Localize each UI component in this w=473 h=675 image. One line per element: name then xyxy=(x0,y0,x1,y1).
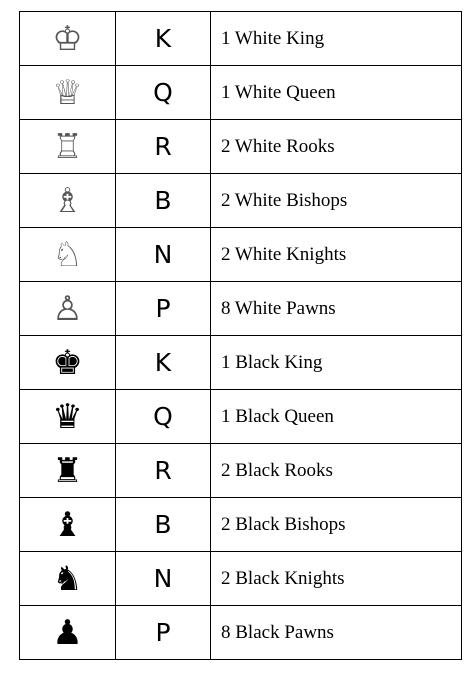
table-row xyxy=(20,606,462,660)
piece-icon-cell xyxy=(20,444,116,498)
piece-icon-cell xyxy=(20,66,116,120)
piece-description: 1 Black Queen xyxy=(211,390,462,444)
piece-icon-cell xyxy=(20,120,116,174)
piece-description: 1 White Queen xyxy=(211,66,462,120)
piece-letter: R xyxy=(116,120,211,174)
table-row xyxy=(20,228,462,282)
piece-icon-cell xyxy=(20,228,116,282)
table-row xyxy=(20,498,462,552)
piece-description: 1 White King xyxy=(211,12,462,66)
white-knight-icon: ♘ xyxy=(52,234,83,275)
piece-icon-cell xyxy=(20,390,116,444)
table-row xyxy=(20,282,462,336)
black-bishop-icon: ♝ xyxy=(52,504,83,545)
piece-icon-cell xyxy=(20,336,116,390)
piece-description: 1 Black King xyxy=(211,336,462,390)
black-queen-icon: ♛ xyxy=(52,396,83,437)
piece-icon-cell xyxy=(20,606,116,660)
table-row xyxy=(20,444,462,498)
piece-letter: N xyxy=(116,228,211,282)
piece-description: 8 White Pawns xyxy=(211,282,462,336)
piece-description: 2 Black Knights xyxy=(211,552,462,606)
piece-description: 2 White Bishops xyxy=(211,174,462,228)
chess-pieces-table xyxy=(19,11,462,660)
chess-pieces-table-body xyxy=(20,12,462,660)
piece-description: 2 Black Bishops xyxy=(211,498,462,552)
piece-icon-cell xyxy=(20,498,116,552)
piece-letter: P xyxy=(116,606,211,660)
white-bishop-icon: ♗ xyxy=(52,180,83,221)
piece-letter: K xyxy=(116,336,211,390)
piece-letter: P xyxy=(116,282,211,336)
table-row xyxy=(20,390,462,444)
white-king-icon: ♔ xyxy=(52,18,83,59)
table-row xyxy=(20,552,462,606)
piece-letter: Q xyxy=(116,390,211,444)
piece-icon-cell xyxy=(20,282,116,336)
table-row xyxy=(20,12,462,66)
table-row xyxy=(20,120,462,174)
black-rook-icon: ♜ xyxy=(52,450,83,491)
piece-letter: B xyxy=(116,174,211,228)
piece-description: 8 Black Pawns xyxy=(211,606,462,660)
piece-letter: R xyxy=(116,444,211,498)
piece-letter: Q xyxy=(116,66,211,120)
table-row xyxy=(20,336,462,390)
black-knight-icon: ♞ xyxy=(52,558,83,599)
piece-icon-cell xyxy=(20,174,116,228)
black-king-icon: ♚ xyxy=(52,342,83,383)
white-rook-icon: ♖ xyxy=(52,126,83,167)
white-pawn-icon: ♙ xyxy=(52,288,83,329)
table-row xyxy=(20,174,462,228)
white-queen-icon: ♕ xyxy=(52,72,83,113)
piece-letter: N xyxy=(116,552,211,606)
piece-icon-cell xyxy=(20,12,116,66)
piece-letter: K xyxy=(116,12,211,66)
piece-description: 2 White Rooks xyxy=(211,120,462,174)
piece-description: 2 White Knights xyxy=(211,228,462,282)
piece-description: 2 Black Rooks xyxy=(211,444,462,498)
piece-icon-cell xyxy=(20,552,116,606)
table-row xyxy=(20,66,462,120)
piece-letter: B xyxy=(116,498,211,552)
black-pawn-icon: ♟ xyxy=(52,612,83,653)
